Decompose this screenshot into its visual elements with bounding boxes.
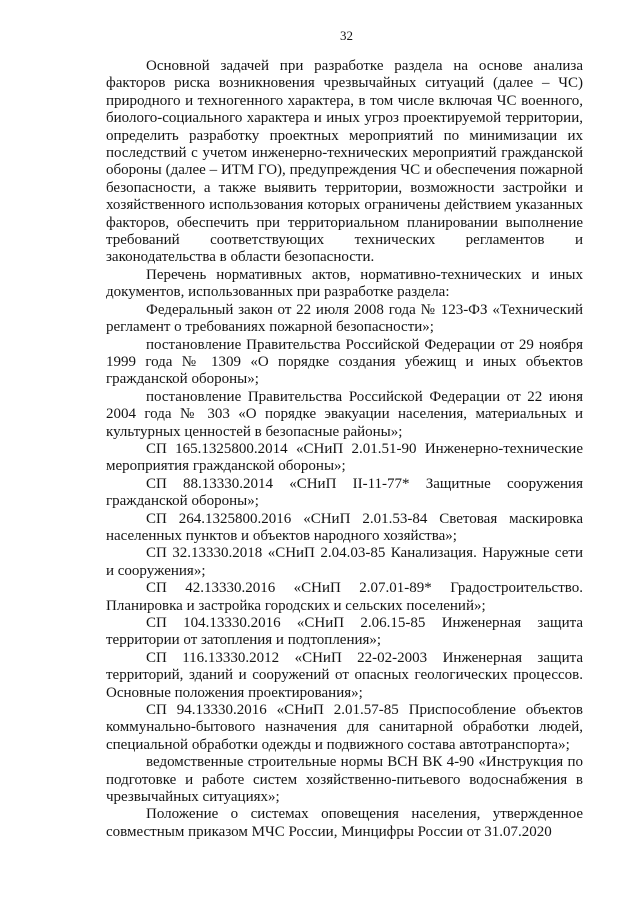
list-item-sp-116: СП 116.13330.2012 «СНиП 22-02-2003 Инженерная защита территорий, зданий и сооружений от опасных геологических процессов. Основные положения проектирования»; <box>106 649 583 701</box>
list-item-sp-32: СП 32.13330.2018 «СНиП 2.04.03-85 Канализация. Наружные сети и сооружения»; <box>106 545 583 579</box>
list-item-vsn-vk-4-90: ведомственные строительные нормы ВСН ВК 4-90 «Инструкция по подготовке и работе систем хозяйственно-питьевого водоснабжения в чрезвычайных ситуациях»; <box>106 754 583 806</box>
list-item-sp-88: СП 88.13330.2014 «СНиП II-11-77* Защитные сооружения гражданской обороны»; <box>106 475 583 510</box>
paragraph-main-task: Основной задачей при разработке раздела на основе анализа факторов риска возникновения чрезвычайных ситуаций (далее – ЧС) природного и техногенного характера, в том числе включая ЧС военного, биолого-социального характера и иных угроз проектируемой территории, определить разработку проектных мероприятий по минимизации их последствий с учетом инженерно-технических мероприятий гражданской обороны (далее – ИТМ ГО), предупреждения ЧС и обеспечения пожарной безопасности, а также выявить территории, возможности застройки и хозяйственного использования которых ограничены действием указанных факторов, обеспечить при территориальном планировании выполнение требований соответствующих технических регламентов и законодательства в области безопасности. <box>106 58 583 266</box>
page-number: 32 <box>340 28 353 43</box>
paragraph-list-intro: Перечень нормативных актов, нормативно-технических и иных документов, использованных при разработке раздела: <box>106 266 583 301</box>
body-text <box>106 58 583 841</box>
list-item-sp-104: СП 104.13330.2016 «СНиП 2.06.15-85 Инженерная защита территории от затопления и подтопления»; <box>106 615 583 649</box>
list-item-resolution-1309: постановление Правительства Российской Федерации от 29 ноября 1999 года № 1309 «О порядке создания убежищ и иных объектов гражданской обороны»; <box>106 336 583 388</box>
list-item-federal-law: Федеральный закон от 22 июля 2008 года № 123-ФЗ «Технический регламент о требованиях пожарной безопасности»; <box>106 301 583 336</box>
list-item-sp-264: СП 264.1325800.2016 «СНиП 2.01.53-84 Световая маскировка населенных пунктов и объектов народного хозяйства»; <box>106 510 583 544</box>
list-item-resolution-303: постановление Правительства Российской Федерации от 22 июня 2004 года № 303 «О порядке эвакуации населения, материальных и культурных ценностей в безопасные районы»; <box>106 388 583 440</box>
list-item-sp-42: СП 42.13330.2016 «СНиП 2.07.01-89* Градостроительство. Планировка и застройка городских и сельских поселений»; <box>106 580 583 614</box>
list-item-warning-systems: Положение о системах оповещения населения, утвержденное совместным приказом МЧС России, Минцифры России от 31.07.2020 <box>106 806 583 840</box>
list-item-sp-94: СП 94.13330.2016 «СНиП 2.01.57-85 Приспособление объектов коммунально-бытового назначения для санитарной обработки людей, специальной обработки одежды и подвижного состава автотранспорта»; <box>106 702 583 753</box>
list-item-sp-165: СП 165.1325800.2014 «СНиП 2.01.51-90 Инженерно-технические мероприятия гражданской обороны»; <box>106 440 583 475</box>
